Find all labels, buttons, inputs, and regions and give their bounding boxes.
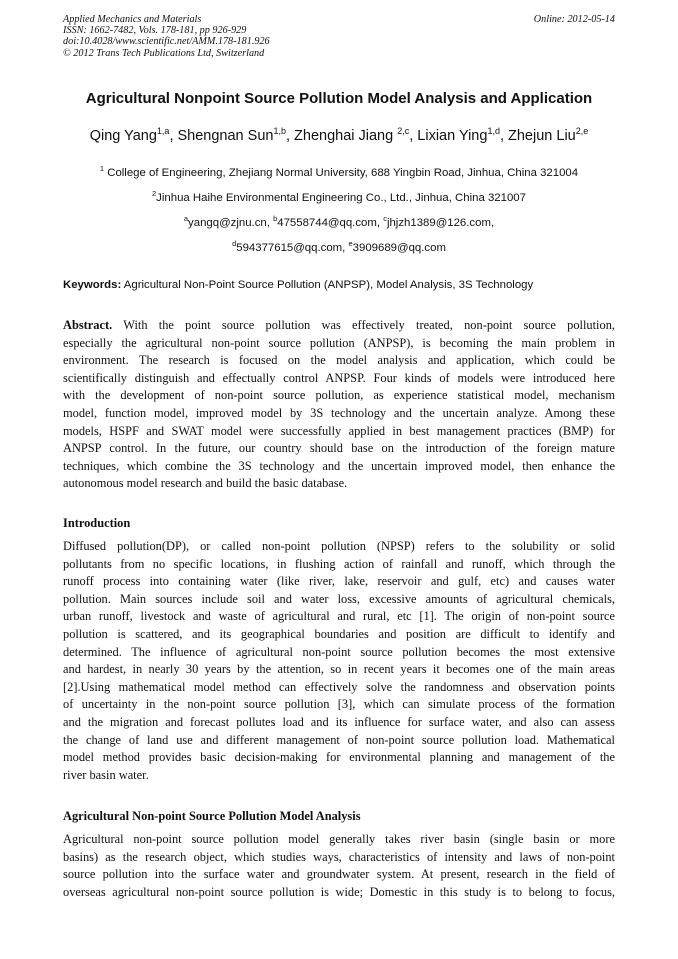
journal-header [63, 14, 270, 59]
text-line: determined. The influence of agricultural non-point source pollution becomes the most extensive [63, 644, 615, 659]
text-line: urban runoff, livestock and waste of agricultural and rural, etc [1]. The origin of non-point source [63, 609, 615, 624]
text-line: runoff process into containing water (like river, lake, reservoir and gulf, etc) and causes water [63, 574, 615, 589]
text-line: Abstract. With the point source pollution was effectively treated, non-point source pollution, [63, 318, 615, 332]
text-line: models, HSPF and SWAT model were successfully applied in best management practices (BMP) for [63, 423, 615, 438]
text-line: scientifically distinguish and effectually control ANPSP. Four kinds of models were introduced here [63, 370, 615, 385]
text-line: especially the agricultural non-point source pollution (ANPSP), is becoming the main problem in [63, 335, 615, 350]
author-name: Zhejun Liu [508, 128, 576, 144]
journal-name: Applied Mechanics and Materials [63, 14, 202, 25]
affiliation-text: Jinhua Haihe Environmental Engineering Co., Ltd., Jinhua, China 321007 [156, 192, 526, 204]
keywords [63, 279, 615, 291]
text-line: pollution is scattered, and its geographical boundaries and position are difficult to identify and [63, 626, 615, 641]
text-line: basins) as the research object, which studies ways, characteristics of intensity and laws of non-point [63, 849, 615, 864]
text-line: pollutants from no specific locations, in flushing action of rainfall and runoff, which through the [63, 556, 615, 571]
text-line: of uncertainty in the non-point source pollution [3], which can simulate process of the formation [63, 697, 615, 712]
abstract-paragraph [63, 317, 615, 493]
author-name: Zhenghai Jiang [294, 128, 398, 144]
email-mark: c [383, 214, 387, 223]
text-line: Agricultural non-point source pollution model generally takes river basin (single basin or more [63, 832, 615, 846]
affiliation-mark: 1 [99, 164, 105, 173]
text-line: model method provides basic decision-making for environmental planning and management of the [63, 750, 615, 765]
affiliation-1 [0, 164, 678, 179]
analysis-paragraph [63, 831, 615, 901]
author-name: Shengnan Sun [177, 128, 274, 144]
abstract-label: Abstract. [63, 318, 113, 332]
text-line: and the migration and forecast pollutes load and its influence for surface water, and also can assess [63, 714, 615, 729]
email-mark: e [348, 239, 353, 248]
author-affiliation-mark: 2,c [397, 126, 410, 136]
introduction-paragraph [63, 538, 615, 784]
text-line: the change of land use and different management of non-point source pollution load. Mathematical [63, 732, 615, 747]
email-mark: d [232, 239, 237, 248]
text-line: techniques, which combine the 3S technology and the uncertain improved model, then enhance the [63, 458, 615, 473]
paper-title: Agricultural Nonpoint Source Pollution Model Analysis and Application [85, 90, 593, 107]
introduction-heading: Introduction [63, 516, 131, 530]
text-line: source pollution into the surface water and groundwater system. At present, research in the field of [63, 867, 615, 882]
email-address[interactable]: 594377615@qq.com, [236, 242, 349, 254]
text-line: [2].Using mathematical model method can effectively solve the randomness and observation points [63, 679, 615, 694]
author-separator: , [409, 128, 418, 144]
text-line: river basin water. [63, 767, 149, 782]
doi-line: doi:10.4028/www.scientific.net/AMM.178-181.926 [63, 36, 270, 48]
author-affiliation-mark: 2,e [575, 126, 589, 136]
copyright-line: © 2012 Trans Tech Publications Ltd, Switzerland [63, 47, 265, 59]
affiliation-mark: 2 [152, 189, 157, 198]
email-line-1 [0, 214, 678, 229]
text-line: environment. The research is focused on the model analysis and application, which could be [63, 353, 615, 368]
text-line: and hardest, in nearly 30 years by the attention, so in recent years it becomes one of the main areas [63, 662, 615, 677]
email-line-2 [0, 239, 678, 254]
email-mark: a [183, 214, 189, 223]
text-line: autonomous model research and build the basic database. [63, 476, 348, 491]
author-separator: , [285, 128, 295, 144]
text-line: model, function model, improved model by 3S technology and the uncertain analyze. Among these [63, 405, 615, 420]
text-line: ANPSP control. In the future, our country should base on the introduction of the foreign mature [63, 441, 615, 456]
email-address[interactable]: 47558744@qq.com, [277, 217, 384, 229]
author-name: Lixian Ying [417, 128, 488, 144]
text-line: Diffused pollution(DP), or called non-point pollution (NPSP) refers to the solubility or solid [63, 539, 615, 553]
author-affiliation-mark: 1,d [487, 126, 500, 136]
text-line: overseas agricultural non-point source pollution is wide; Domestic in this study is to belong to focus, [63, 884, 615, 899]
email-address[interactable]: 3909689@qq.com [352, 242, 446, 254]
issn-line: ISSN: 1662-7482, Vols. 178-181, pp 926-929 [63, 25, 247, 37]
email-mark: b [273, 214, 278, 223]
affiliation-2 [0, 189, 678, 204]
keywords-text: Agricultural Non-Point Source Pollution (ANPSP), Model Analysis, 3S Technology [121, 279, 534, 291]
email-address[interactable]: yangq@zjnu.cn, [188, 217, 274, 229]
analysis-heading: Agricultural Non-point Source Pollution Model Analysis [63, 809, 361, 823]
online-date: Online: 2012-05-14 [533, 14, 615, 25]
email-address[interactable]: jhjzh1389@126.com, [386, 217, 495, 229]
author-name: Qing Yang [89, 128, 157, 144]
author-affiliation-mark: 1,b [273, 126, 286, 136]
keywords-label: Keywords: [63, 279, 122, 291]
text-line: pollution. Main sources include soil and water loss, excessive amounts of agricultural chemicals, [63, 591, 615, 606]
author-affiliation-mark: 1,a [156, 126, 170, 136]
author-separator: , [169, 128, 178, 144]
affiliation-text: College of Engineering, Zhejiang Normal University, 688 Yingbin Road, Jinhua, China 321004 [104, 167, 579, 179]
author-list [0, 128, 678, 144]
text-line: with the development of non-point source pollution, as experience statistical model, mechanism [63, 388, 615, 403]
author-separator: , [499, 128, 509, 144]
